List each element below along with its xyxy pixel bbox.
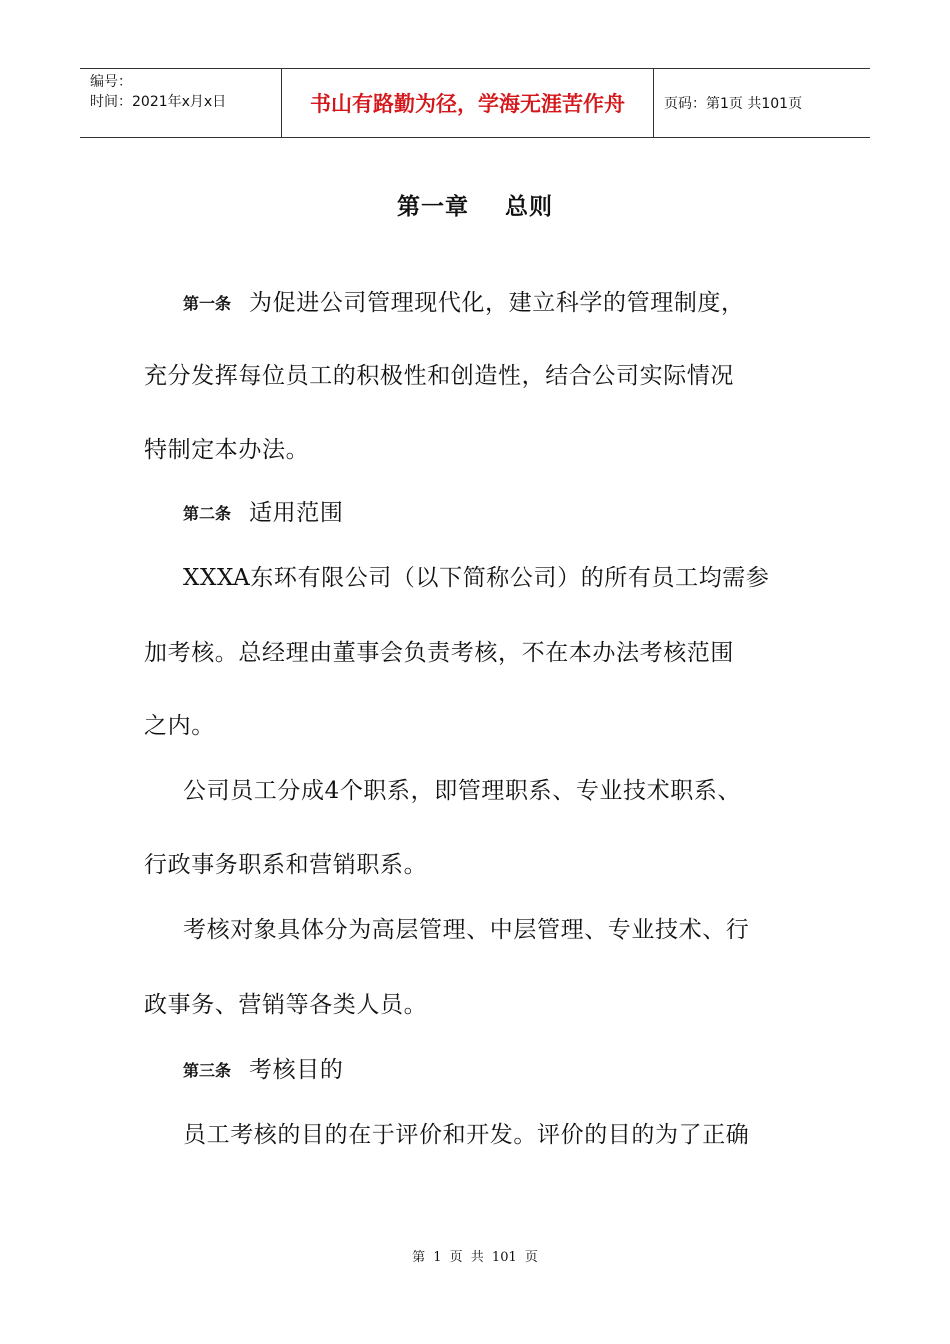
body-line — [144, 986, 427, 1019]
page-footer: 第 1 页 共 101 页 — [412, 1250, 538, 1265]
line-text: 公司员工分成4个职系，即管理职系、专业技术职系、 — [183, 778, 742, 804]
header-slogan-cell — [282, 69, 654, 137]
time-label: 时间：2021年x月x日 — [90, 94, 227, 110]
body-line — [144, 431, 309, 464]
line-text: 特制定本办法。 — [144, 437, 310, 463]
article-label: 第一条 — [183, 294, 232, 313]
body-line — [144, 357, 734, 390]
body-line — [183, 284, 745, 317]
article-label: 第三条 — [183, 1061, 232, 1080]
line-text: 政事务、营销等各类人员。 — [144, 992, 428, 1018]
line-text: 适用范围 — [249, 500, 344, 526]
line-text: 行政事务职系和营销职系。 — [144, 852, 428, 878]
chapter-title: 第一章 总则 — [396, 194, 554, 220]
line-text: 之内。 — [144, 713, 215, 739]
body-line — [144, 846, 427, 879]
line-text: 加考核。总经理由董事会负责考核，不在本办法考核范围 — [144, 640, 734, 666]
number-label: 编号： — [90, 74, 132, 90]
header-page-cell — [654, 69, 870, 137]
line-text: 考核目的 — [249, 1057, 344, 1083]
document-header — [80, 68, 870, 138]
line-text: 为促进公司管理现代化，建立科学的管理制度， — [249, 290, 745, 316]
header-meta-cell — [80, 69, 282, 137]
slogan: 书山有路勤为径，学海无涯苦作舟 — [310, 91, 625, 116]
body-line — [144, 634, 734, 667]
page-code: 页码：第1页 共101页 — [664, 96, 803, 112]
body-line — [183, 494, 343, 527]
line-text: 充分发挥每位员工的积极性和创造性，结合公司实际情况 — [144, 363, 734, 389]
line-text: 考核对象具体分为高层管理、中层管理、专业技术、行 — [183, 917, 750, 943]
body-line — [183, 1051, 343, 1084]
article-label: 第二条 — [183, 504, 232, 523]
body-line — [183, 911, 749, 944]
line-text: XXXA东环有限公司（以下简称公司）的所有员工均需参 — [183, 565, 770, 591]
body-line — [183, 559, 770, 592]
body-line — [183, 772, 741, 805]
body-line — [144, 707, 215, 740]
line-text: 员工考核的目的在于评价和开发。评价的目的为了正确 — [183, 1122, 750, 1148]
body-line — [183, 1116, 749, 1149]
